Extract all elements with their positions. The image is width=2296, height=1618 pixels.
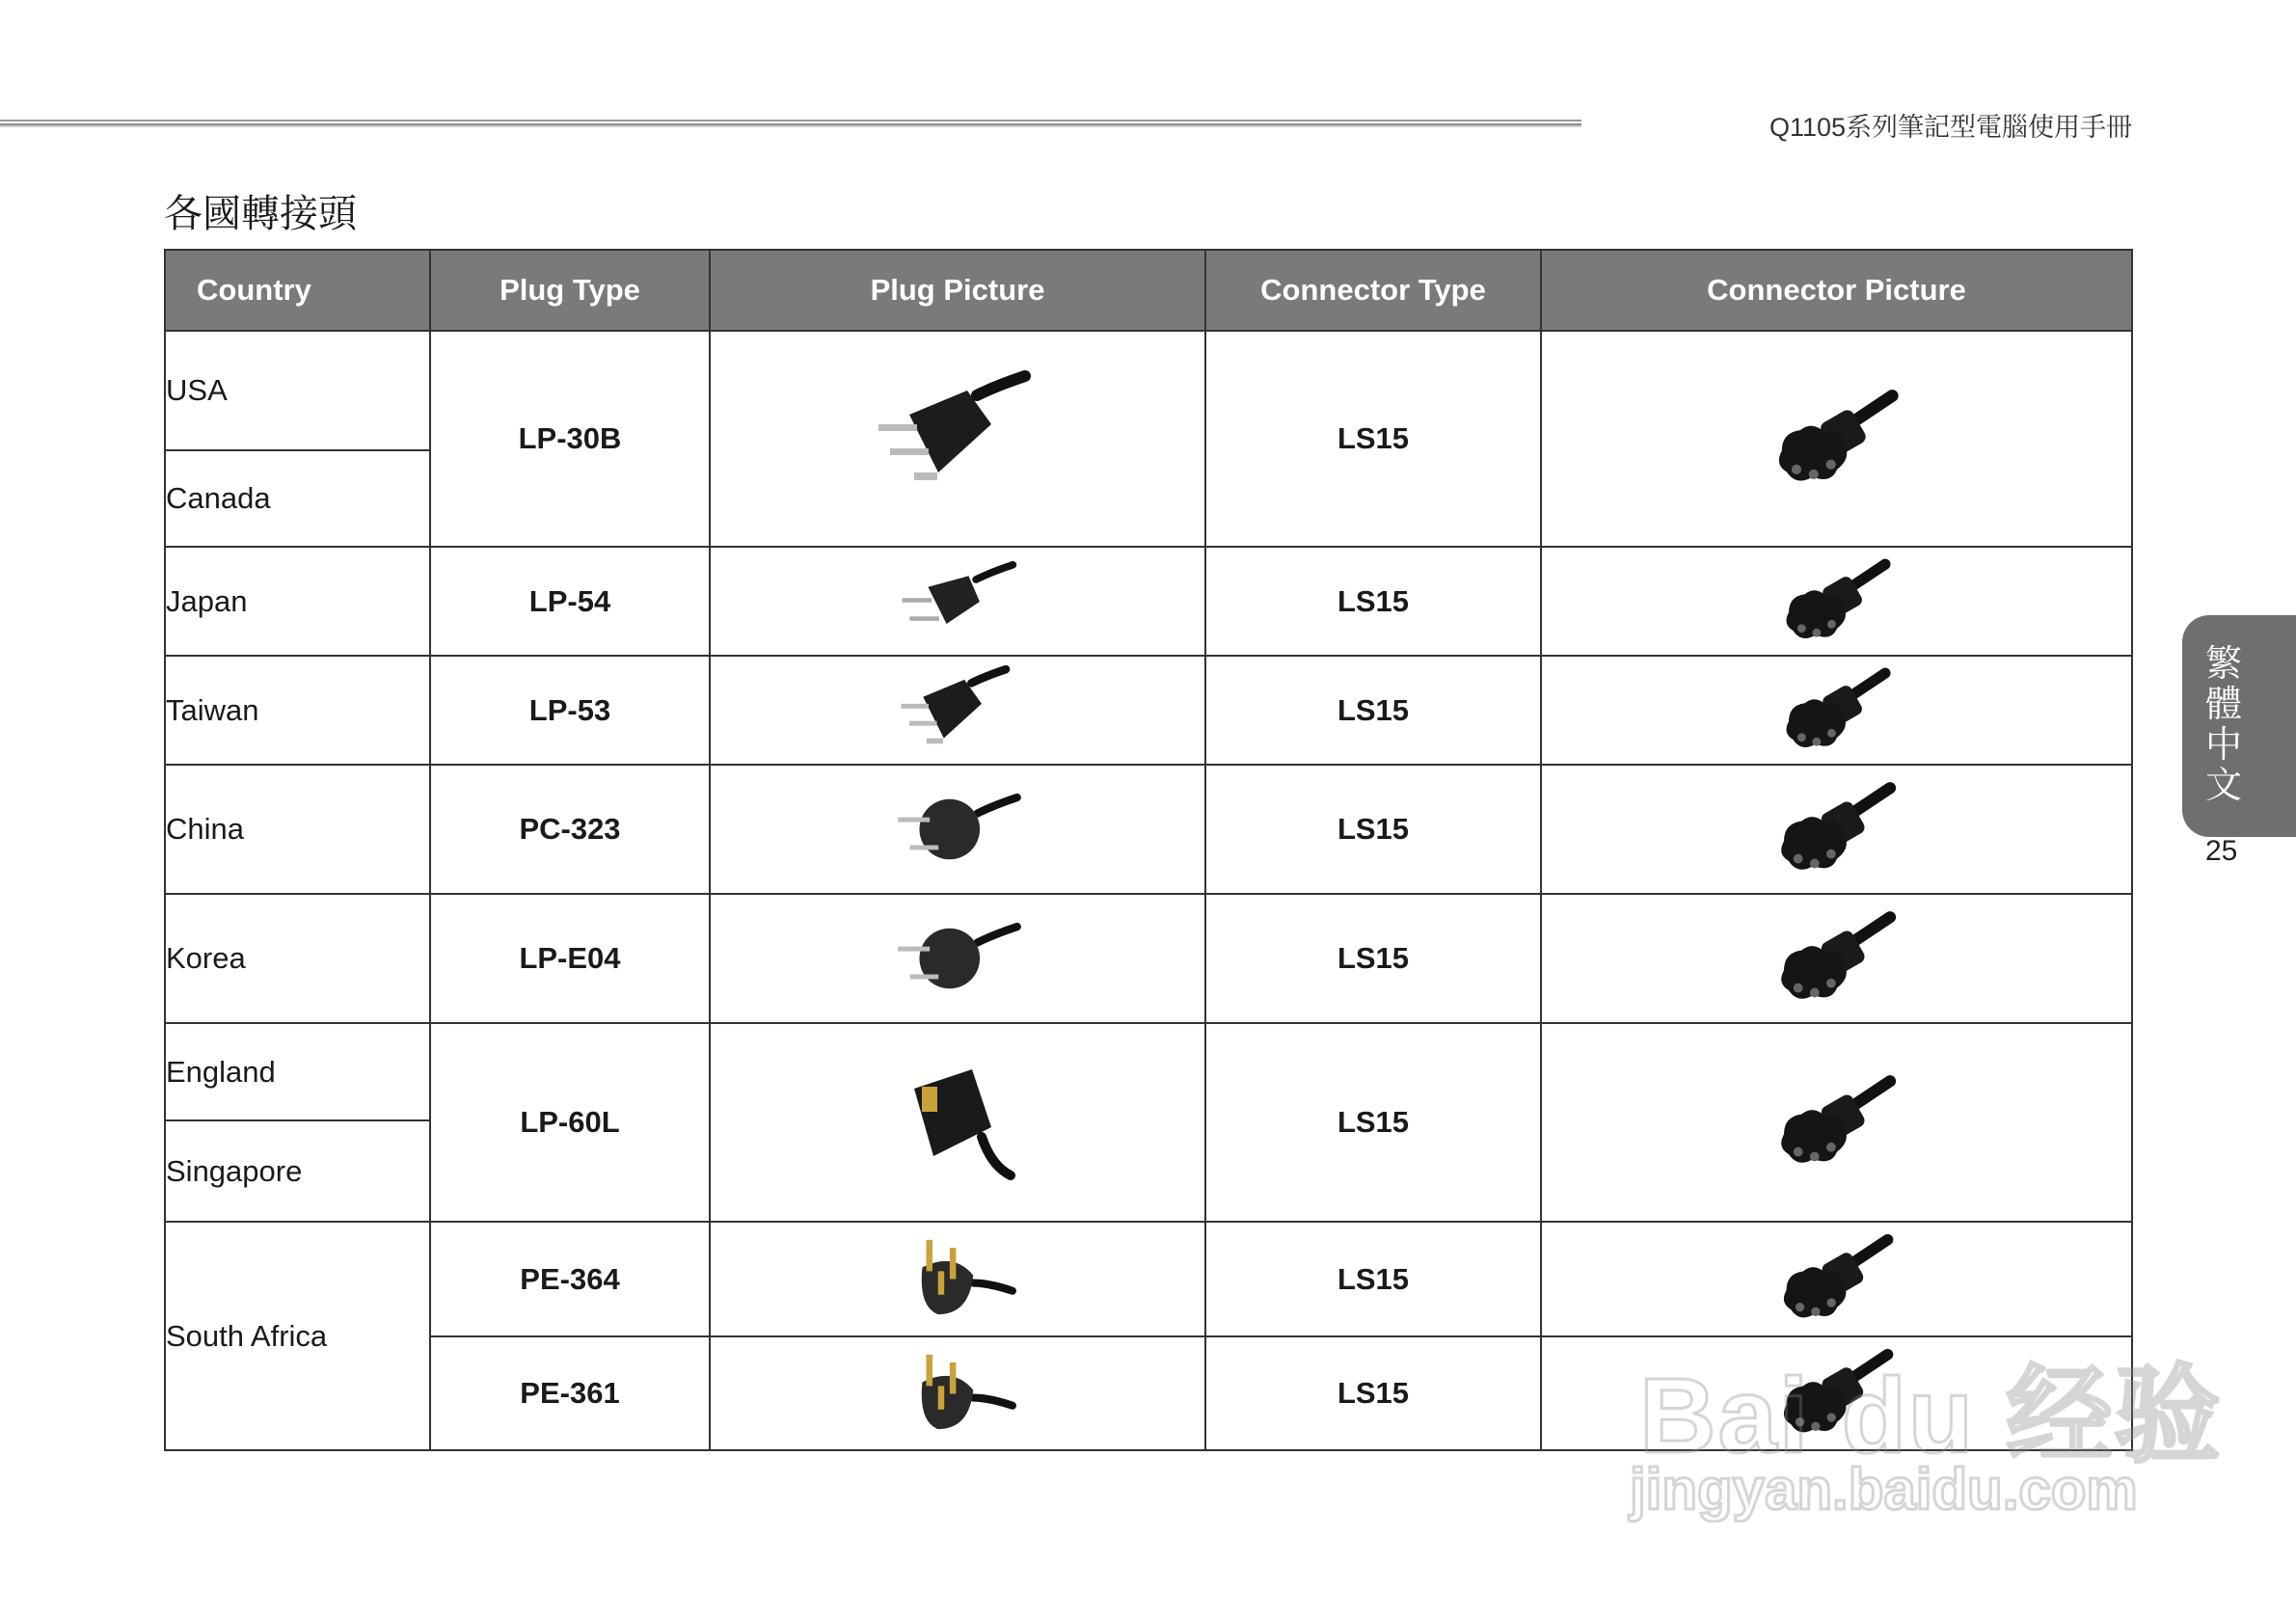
connector-type-cell: LS15 [1205,547,1541,656]
japan-plug-icon [895,553,1020,650]
plug-picture-cell [710,547,1205,656]
taiwan-plug-icon [890,662,1025,759]
country-cell: Singapore [165,1120,430,1222]
table-row [165,331,2132,450]
plug-picture-cell [710,765,1205,894]
country-cell: USA [165,331,430,450]
plug-picture-cell [710,1336,1205,1450]
plug-type-cell: PE-364 [430,1222,710,1336]
connector-type-cell: LS15 [1205,331,1541,547]
country-cell: Korea [165,894,430,1023]
plug-type-cell: PC-323 [430,765,710,894]
page-number: 25 [2205,835,2238,867]
connector-type-cell: LS15 [1205,1336,1541,1450]
korea-plug-icon [890,905,1025,1011]
document-title: Q1105系列筆記型電腦使用手冊 [1769,113,2132,142]
connector-picture-cell [1541,1023,2132,1222]
plug-type-cell: LP-E04 [430,894,710,1023]
plug-picture-cell [710,894,1205,1023]
watermark-url: jingyan.baidu.com [1630,1457,2138,1522]
china-plug-icon [890,776,1025,882]
column-header-plug-type: Plug Type [430,250,710,331]
table-row [165,1336,2132,1450]
plug-type-cell: LP-60L [430,1023,710,1222]
country-cell: Japan [165,547,430,656]
c5-connector-icon [1769,905,1904,1011]
us-grounded-plug-icon [871,366,1044,511]
connector-picture-cell [1541,331,2132,547]
country-cell: Taiwan [165,656,430,765]
column-header-connector-type: Connector Type [1205,250,1541,331]
plug-picture-cell [710,1023,1205,1222]
connector-type-cell: LS15 [1205,1023,1541,1222]
connector-picture-cell [1541,1222,2132,1336]
table-row [165,656,2132,765]
watermark-brand: Bai du 经验 [1639,1357,2223,1475]
adapter-table [164,249,2133,1451]
plug-type-cell: LP-30B [430,331,710,547]
south-africa-plug-icon [895,1343,1020,1444]
connector-picture-cell [1541,1336,2132,1450]
c5-connector-icon [1769,553,1904,650]
column-header-country: Country [165,250,430,331]
connector-type-cell: LS15 [1205,765,1541,894]
connector-type-cell: LS15 [1205,1222,1541,1336]
c5-connector-icon [1769,381,1904,497]
table-row [165,1023,2132,1120]
c5-connector-icon [1769,662,1904,759]
c5-connector-icon [1769,1343,1904,1444]
connector-picture-cell [1541,547,2132,656]
language-tab-label: 繁體中文 [2204,644,2242,806]
connector-picture-cell [1541,765,2132,894]
plug-type-cell: PE-361 [430,1336,710,1450]
section-title: 各國轉接頭 [164,193,357,235]
table-row [165,547,2132,656]
table-row [165,1222,2132,1336]
c5-connector-icon [1769,1069,1904,1175]
c5-connector-icon [1769,1228,1904,1330]
connector-picture-cell [1541,656,2132,765]
country-cell: Canada [165,450,430,547]
plug-type-cell: LP-53 [430,656,710,765]
table-row [165,765,2132,894]
country-cell: South Africa [165,1222,430,1450]
country-cell: England [165,1023,430,1120]
country-cell: China [165,765,430,894]
connector-type-cell: LS15 [1205,656,1541,765]
c5-connector-icon [1769,776,1904,882]
connector-type-cell: LS15 [1205,894,1541,1023]
table-row [165,894,2132,1023]
plug-picture-cell [710,1222,1205,1336]
plug-picture-cell [710,656,1205,765]
south-africa-plug-icon [895,1228,1020,1330]
connector-picture-cell [1541,894,2132,1023]
column-header-connector-picture: Connector Picture [1541,250,2132,331]
table-header-row [165,250,2132,331]
uk-plug-icon [895,1060,1020,1185]
plug-picture-cell [710,331,1205,547]
column-header-plug-picture: Plug Picture [710,250,1205,331]
header-rule [0,120,1581,127]
plug-type-cell: LP-54 [430,547,710,656]
